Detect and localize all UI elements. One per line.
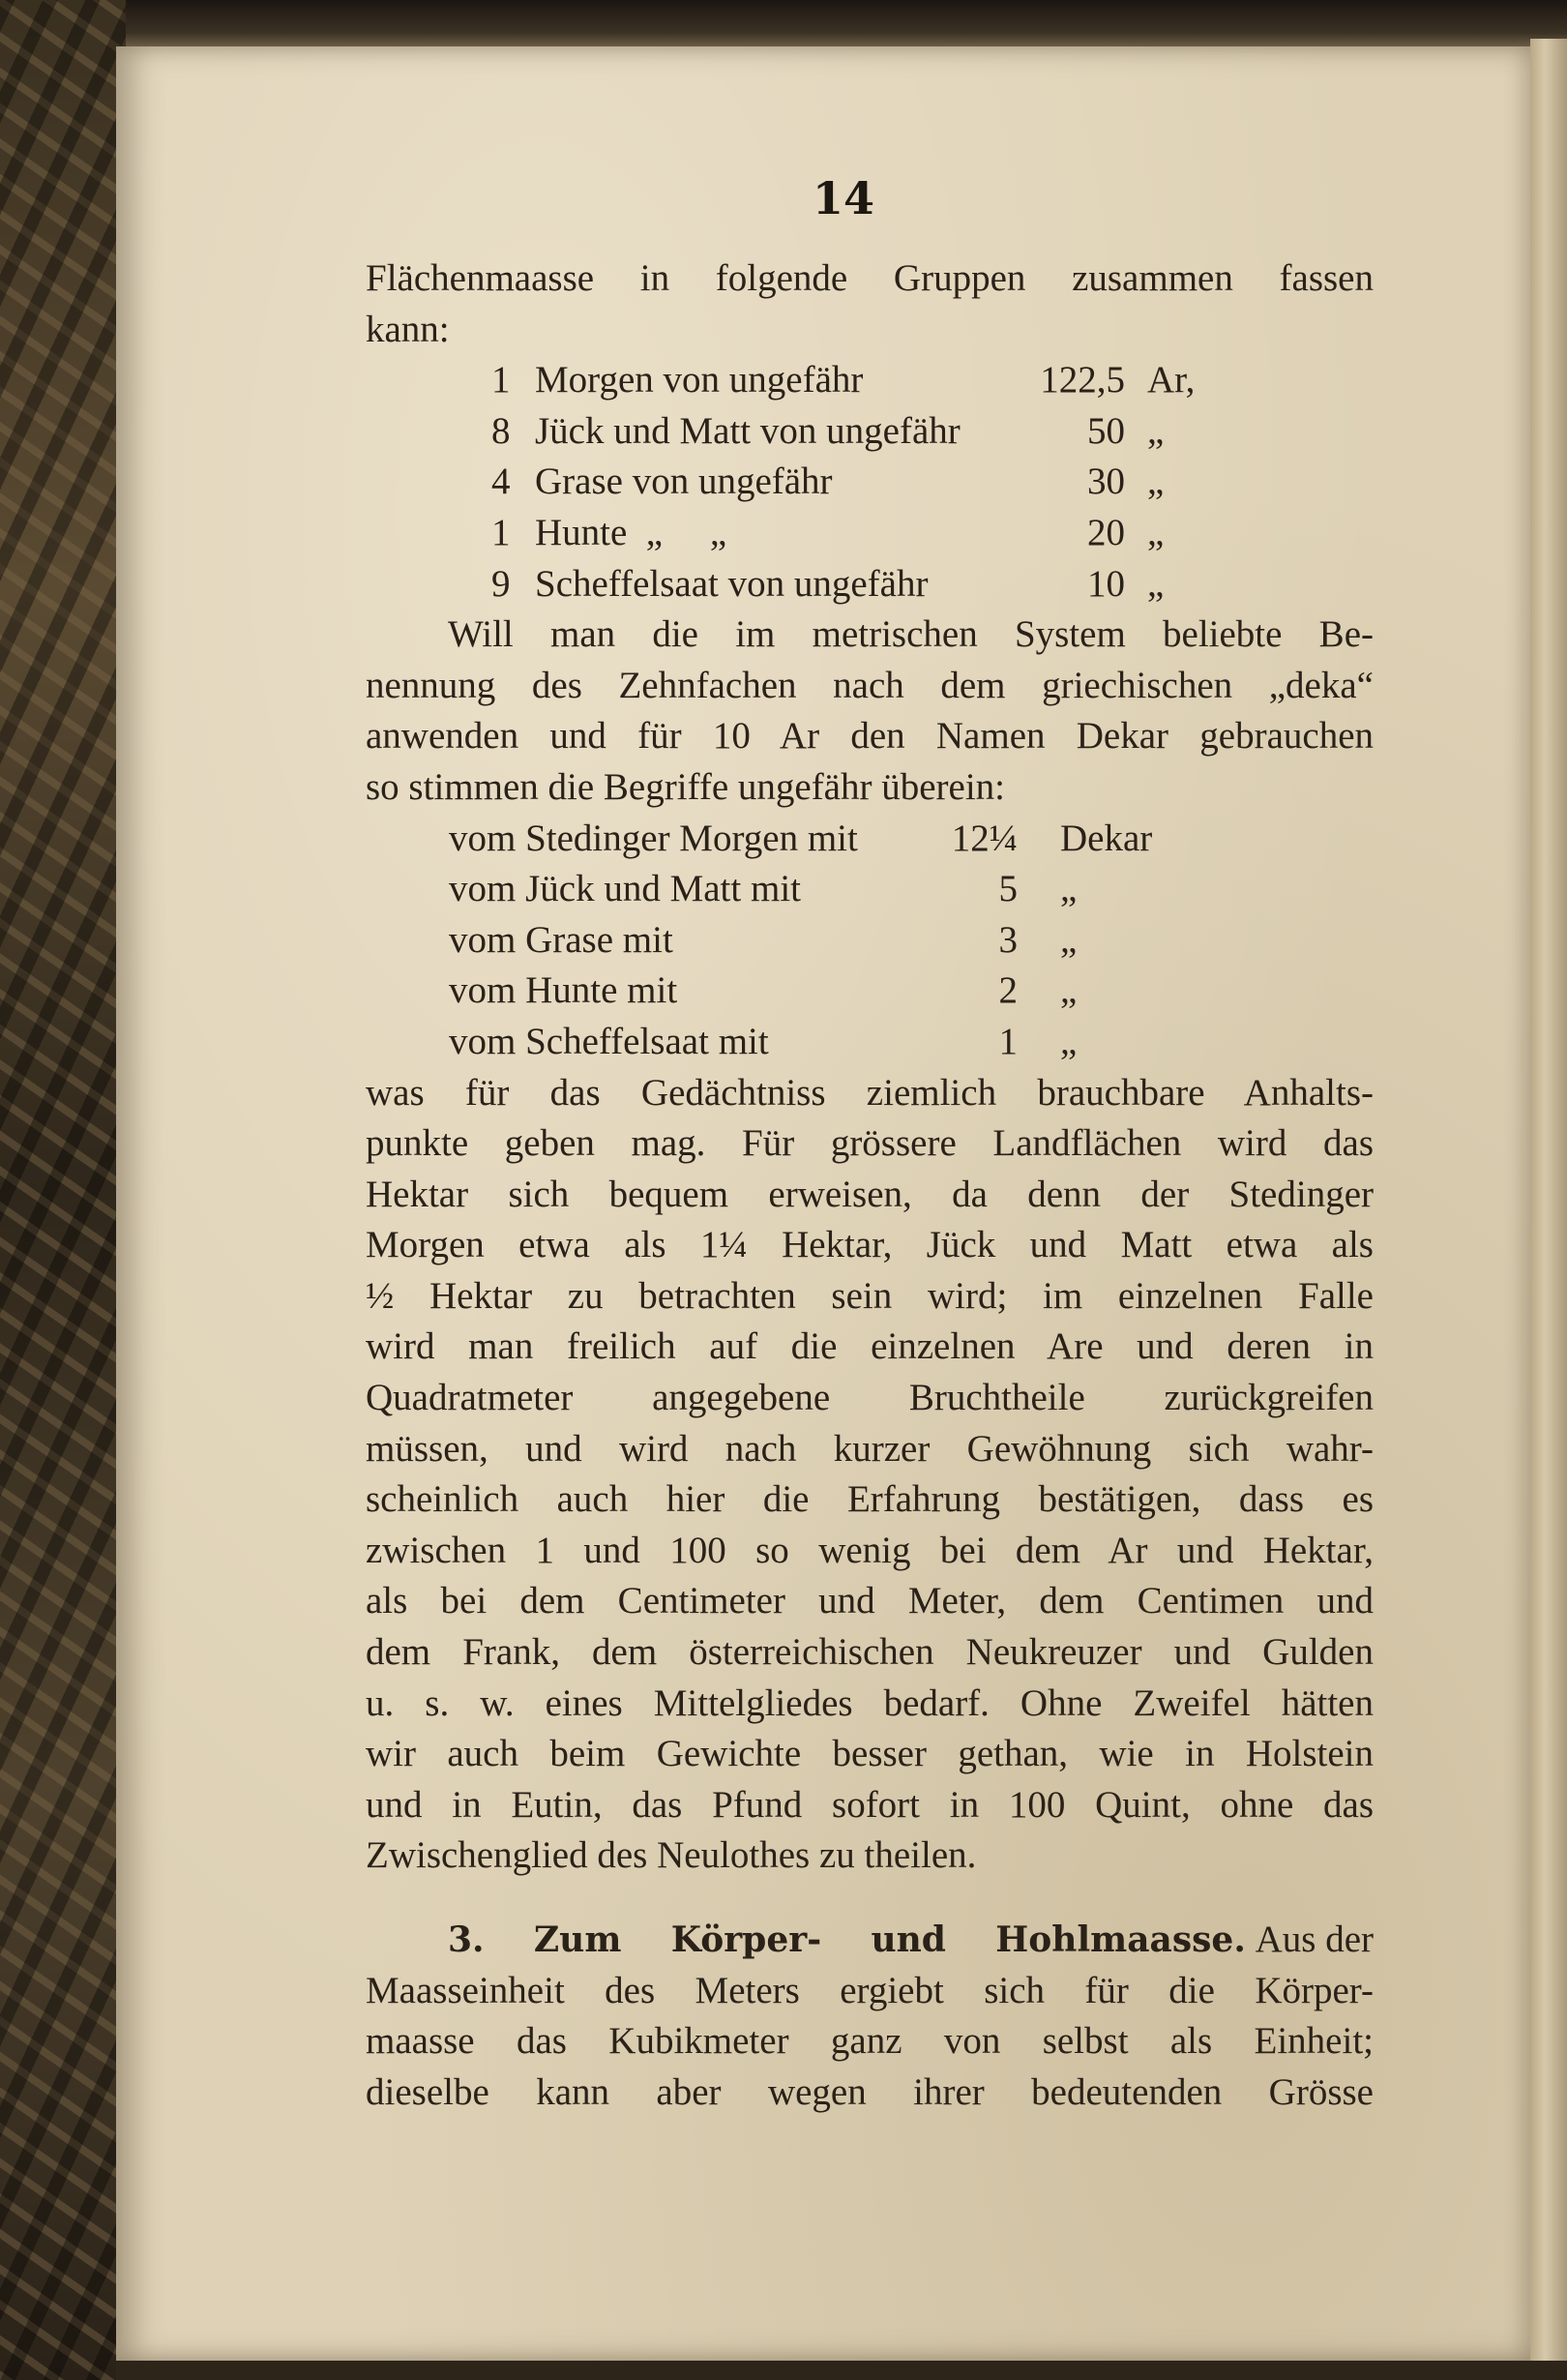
page-right-edge	[1530, 39, 1567, 2380]
row-count: 1	[491, 359, 511, 402]
row-description: Hunte „ „	[535, 511, 727, 553]
row-value: 10	[1087, 562, 1125, 605]
text-line: anwenden und für 10 Ar den Namen Dekar gebrauchen	[366, 715, 1374, 758]
table-row	[366, 406, 1374, 458]
text-line: müssen, und wird nach kurzer Gewöhnung sich wahr-	[366, 1427, 1374, 1470]
row-value: 3	[998, 918, 1018, 961]
table-row	[366, 457, 1374, 508]
table-row	[366, 966, 1374, 1017]
row-unit: „	[1147, 461, 1165, 503]
text-line: wir auch beim Gewichte besser gethan, wie in Holstein	[366, 1733, 1374, 1775]
table-row	[366, 864, 1374, 915]
text-line: so stimmen die Begriffe ungefähr überein:	[366, 765, 1006, 808]
row-description: vom Hunte mit	[449, 969, 678, 1012]
row-unit: „	[1147, 562, 1165, 605]
row-value: 2	[998, 969, 1018, 1012]
text-line: dieselbe kann aber wegen ihrer bedeutenden Grösse	[366, 2070, 1374, 2113]
text-line: Quadratmeter angegebene Bruchtheile zurückgreifen	[366, 1377, 1374, 1419]
row-unit: Ar,	[1147, 359, 1196, 402]
area-groups-table	[366, 355, 1374, 610]
row-description: vom Scheffelsaat mit	[449, 1020, 769, 1062]
text-line: zwischen 1 und 100 so wenig bei dem Ar und Hektar,	[366, 1529, 1374, 1571]
row-description: Jück und Matt von ungefähr	[535, 409, 961, 452]
row-count: 8	[491, 409, 511, 452]
marbled-cover	[0, 0, 126, 2380]
row-value: 30	[1087, 461, 1125, 503]
text-line: ½ Hektar zu betrachten sein wird; im einzelnen Falle	[366, 1274, 1374, 1317]
row-unit: „	[1060, 969, 1078, 1012]
book-bottom-edge	[116, 2361, 1567, 2380]
row-description: Morgen von ungefähr	[535, 359, 864, 402]
row-count: 1	[491, 511, 511, 553]
text-line: scheinlich auch hier die Erfahrung bestätigen, dass es	[366, 1478, 1374, 1521]
table-row	[366, 355, 1374, 406]
text-fragment: Aus der	[1255, 1919, 1374, 1960]
table-row	[366, 915, 1374, 967]
table-row	[366, 814, 1374, 865]
row-unit: „	[1147, 409, 1165, 452]
text-line: Will man die im metrischen System beliebte Be-	[448, 613, 1374, 656]
text-line: wird man freilich auf die einzelnen Are und deren in	[366, 1325, 1374, 1368]
page-text	[366, 253, 1374, 2118]
text-line: was für das Gedächtniss ziemlich brauchbare Anhalts-	[366, 1071, 1374, 1114]
row-description: vom Grase mit	[449, 918, 673, 961]
row-value: 1	[998, 1020, 1018, 1062]
text-line: dem Frank, dem österreichischen Neukreuzer und Gulden	[366, 1631, 1374, 1674]
section-heading-line	[366, 1915, 1374, 1966]
row-unit: Dekar	[1060, 817, 1153, 859]
section-heading: 3. Zum Körper- und Hohlmaasse.	[448, 1919, 1246, 1960]
row-unit: „	[1060, 918, 1078, 961]
text-line: Maasseinheit des Meters ergiebt sich für die Körper-	[366, 1969, 1374, 2011]
row-value: 20	[1087, 511, 1125, 553]
text-line: nennung des Zehnfachen nach dem griechischen „deka“	[366, 664, 1374, 706]
book-top-edge	[0, 0, 1567, 46]
text-line: punkte geben mag. Für grössere Landflächen wird das	[366, 1122, 1374, 1165]
row-value: 5	[998, 868, 1018, 910]
table-row	[366, 559, 1374, 610]
row-count: 4	[491, 461, 511, 503]
table-row	[366, 1017, 1374, 1068]
row-value: 12¼	[951, 817, 1018, 859]
row-description: Scheffelsaat von ungefähr	[535, 562, 929, 605]
row-description: Grase von ungefähr	[535, 461, 833, 503]
text-line: Hektar sich bequem erweisen, da denn der Stedinger	[366, 1173, 1374, 1215]
text-line: Flächenmaasse in folgende Gruppen zusammen fassen	[366, 257, 1374, 299]
table-row	[366, 508, 1374, 559]
row-description: vom Jück und Matt mit	[449, 868, 801, 910]
row-unit: „	[1147, 511, 1165, 553]
row-value: 50	[1087, 409, 1125, 452]
row-value: 122,5	[1040, 359, 1125, 402]
row-description: vom Stedinger Morgen mit	[449, 817, 858, 859]
text-line: als bei dem Centimeter und Meter, dem Centimen und	[366, 1580, 1374, 1622]
text-line: kann:	[366, 308, 450, 350]
page-number: 14	[813, 172, 875, 224]
dekar-comparison-table	[366, 814, 1374, 1068]
row-count: 9	[491, 562, 511, 605]
row-unit: „	[1060, 1020, 1078, 1062]
text-line: Zwischenglied des Neulothes zu theilen.	[366, 1834, 977, 1877]
text-line: maasse das Kubikmeter ganz von selbst als Einheit;	[366, 2020, 1374, 2063]
text-line: u. s. w. eines Mittelgliedes bedarf. Ohne Zweifel hätten	[366, 1681, 1374, 1724]
row-unit: „	[1060, 868, 1078, 910]
text-line: Morgen etwa als 1¼ Hektar, Jück und Matt etwa als	[366, 1224, 1374, 1266]
text-line: und in Eutin, das Pfund sofort in 100 Quint, ohne das	[366, 1783, 1374, 1826]
